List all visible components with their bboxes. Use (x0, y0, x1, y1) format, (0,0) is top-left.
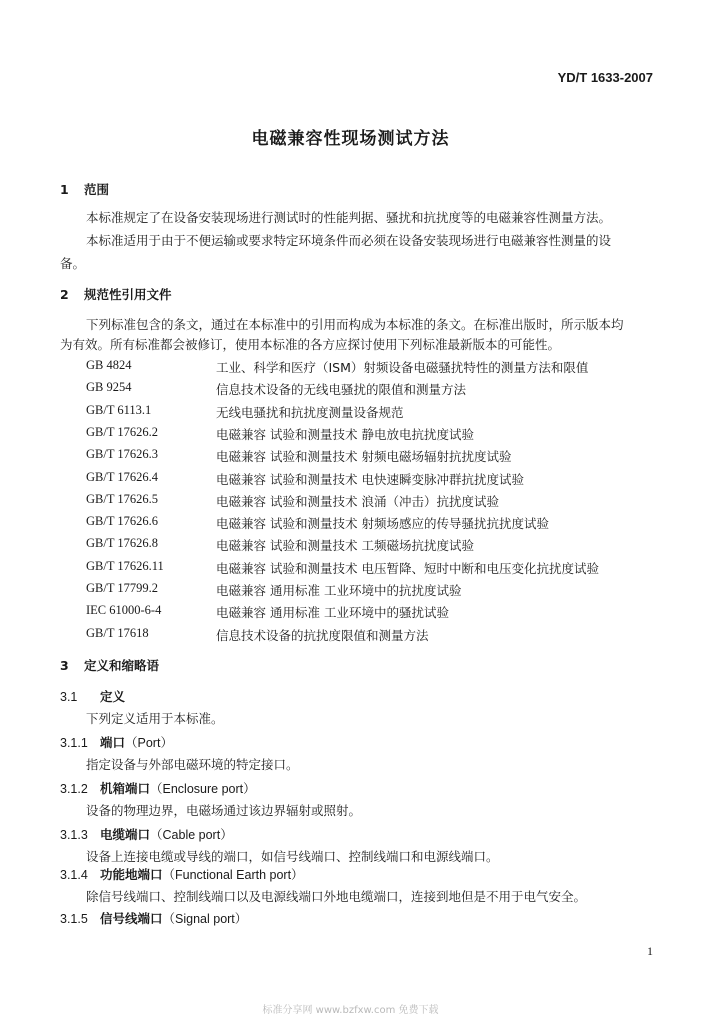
reference-code: GB/T 17626.11 (86, 559, 164, 573)
subsection-title: 机箱端口 (100, 781, 151, 796)
paragraph: 指定设备与外部电磁环境的特定接口。 (86, 757, 299, 772)
section-number: 2 (60, 287, 69, 302)
reference-title: 工业、科学和医疗（ISM）射频设备电磁骚扰特性的测量方法和限值 (216, 360, 589, 375)
reference-code: GB/T 17626.2 (86, 425, 158, 439)
reference-title: 电磁兼容 通用标准 工业环境中的抗扰度试验 (216, 583, 462, 598)
reference-title: 电磁兼容 试验和测量技术 工频磁场抗扰度试验 (216, 538, 474, 553)
page-number: 1 (647, 944, 653, 958)
subsection-number: 3.1.4 (60, 868, 88, 882)
reference-code: GB/T 6113.1 (86, 403, 152, 417)
reference-title: 信息技术设备的抗扰度限值和测量方法 (216, 628, 429, 643)
subsection-3-1-3-heading (60, 825, 233, 843)
subsection-title: 信号线端口 (100, 911, 163, 926)
standard-code: YD/T 1633-2007 (557, 70, 653, 85)
reference-code: GB/T 17626.3 (86, 447, 158, 461)
subsection-3-1-4-heading (60, 865, 304, 883)
subsection-english-title: （Port） (125, 736, 173, 750)
subsection-3-1-heading (60, 687, 125, 705)
reference-code: GB/T 17618 (86, 626, 149, 640)
reference-title: 无线电骚扰和抗扰度测量设备规范 (216, 405, 404, 420)
subsection-title: 定义 (100, 689, 126, 704)
subsection-title: 端口 (100, 735, 126, 750)
reference-code: GB/T 17799.2 (86, 581, 158, 595)
reference-title: 电磁兼容 试验和测量技术 电快速瞬变脉冲群抗扰度试验 (216, 472, 524, 487)
subsection-number: 3.1.1 (60, 736, 88, 750)
section-title: 定义和缩略语 (84, 658, 160, 673)
reference-code: GB/T 17626.6 (86, 514, 158, 528)
reference-code: GB/T 17626.4 (86, 470, 158, 484)
reference-title: 电磁兼容 试验和测量技术 电压暂降、短时中断和电压变化抗扰度试验 (216, 561, 599, 576)
paragraph: 下列标准包含的条文，通过在本标准中的引用而构成为本标准的条文。在标准出版时，所示版本均 (86, 317, 624, 332)
reference-title: 电磁兼容 试验和测量技术 静电放电抗扰度试验 (216, 427, 474, 442)
paragraph: 设备的物理边界，电磁场通过该边界辐射或照射。 (86, 803, 362, 818)
paragraph: 为有效。所有标准都会被修订，使用本标准的各方应探讨使用下列标准最新版本的可能性。 (60, 337, 561, 352)
reference-code: IEC 61000-6-4 (86, 603, 162, 617)
subsection-number: 3.1 (60, 690, 78, 704)
subsection-english-title: （Signal port） (162, 912, 248, 926)
watermark: 标准分享网 www.bzfxw.com 免费下载 (262, 1005, 439, 1016)
section-title: 范围 (84, 182, 110, 197)
paragraph: 下列定义适用于本标准。 (86, 711, 224, 726)
subsection-3-1-5-heading (60, 909, 247, 927)
reference-code: GB 4824 (86, 358, 132, 372)
section-title: 规范性引用文件 (84, 287, 172, 302)
subsection-english-title: （Enclosure port） (150, 782, 256, 796)
subsection-title: 电缆端口 (100, 827, 151, 842)
section-3-heading (60, 656, 159, 674)
section-number: 1 (60, 182, 69, 197)
paragraph: 备。 (60, 256, 86, 271)
subsection-title: 功能地端口 (100, 867, 163, 882)
paragraph: 设备上连接电缆或导线的端口，如信号线端口、控制线端口和电源线端口。 (86, 849, 499, 864)
subsection-3-1-1-heading (60, 733, 173, 751)
subsection-3-1-2-heading (60, 779, 256, 797)
subsection-number: 3.1.5 (60, 912, 88, 926)
reference-title: 电磁兼容 试验和测量技术 浪涌（冲击）抗扰度试验 (216, 494, 499, 509)
paragraph: 本标准规定了在设备安装现场进行测试时的性能判据、骚扰和抗扰度等的电磁兼容性测量方法。 (86, 210, 612, 225)
document-title: 电磁兼容性现场测试方法 (251, 129, 450, 149)
subsection-english-title: （Functional Earth port） (162, 868, 304, 882)
subsection-number: 3.1.3 (60, 828, 88, 842)
reference-title: 信息技术设备的无线电骚扰的限值和测量方法 (216, 382, 467, 397)
reference-code: GB/T 17626.5 (86, 492, 158, 506)
paragraph: 除信号线端口、控制线端口以及电源线端口外地电缆端口，连接到地但是不用于电气安全。 (86, 889, 587, 904)
subsection-number: 3.1.2 (60, 782, 88, 796)
reference-title: 电磁兼容 试验和测量技术 射频场感应的传导骚扰抗扰度试验 (216, 516, 549, 531)
reference-code: GB 9254 (86, 380, 132, 394)
section-2-heading (60, 285, 172, 303)
subsection-english-title: （Cable port） (150, 828, 233, 842)
reference-title: 电磁兼容 通用标准 工业环境中的骚扰试验 (216, 605, 449, 620)
section-1-heading (60, 180, 109, 198)
reference-title: 电磁兼容 试验和测量技术 射频电磁场辐射抗扰度试验 (216, 449, 512, 464)
section-number: 3 (60, 658, 69, 673)
paragraph: 本标准适用于由于不便运输或要求特定环境条件而必须在设备安装现场进行电磁兼容性测量的设 (86, 233, 612, 248)
reference-code: GB/T 17626.8 (86, 536, 158, 550)
